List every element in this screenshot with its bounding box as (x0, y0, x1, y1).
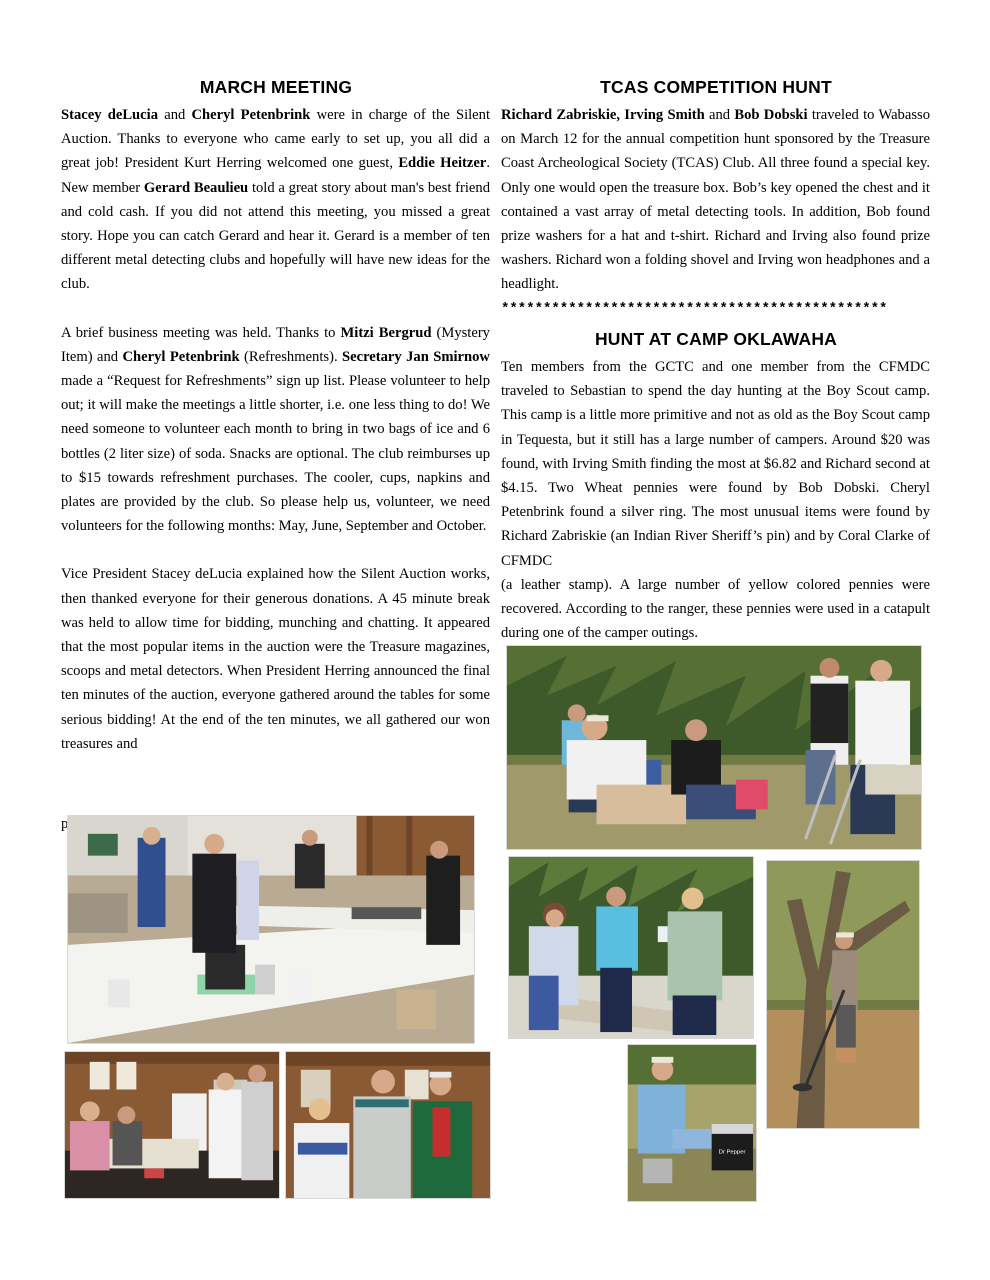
march-meeting-article (61, 103, 490, 756)
clipped-text-fragment: p (61, 816, 69, 832)
photo-camp-members-talking (508, 856, 754, 1039)
camp-oklawaha-paragraph-1 (501, 355, 930, 573)
bold-name: Richard Zabriskie, Irving Smith (501, 107, 705, 123)
photo-detecting-under-tree (766, 860, 920, 1129)
text-run: (Refreshments). (239, 348, 342, 365)
text-run: Vice President Stacey deLucia explained how the Silent Auction works, then thanked everyone for their generous donations. A 45 minute break was held to allow time for bidding, munching and chatting. It appeared that the most popular items in the auction were the Treasure magazines, scoops and metal detectors. When President Herring announced the final ten minutes of the auction, everyone gathered around the tables for some serious bidding! At the end of the ten minutes, we all gathered our won treasures and (61, 566, 490, 752)
camp-oklawaha-paragraph-2 (501, 573, 930, 646)
text-run: made a “Request for Refreshments” sign up list. Please volunteer to help out; it will make the meetings a little shorter, i.e. one less thing to do! We need someone to volunteer each month to bring in two bags of ice and 6 bottles (2 liter size) of soda. Snacks are optional. The club reimburses up to $15 towards refreshment purchases. The cooler, cups, napkins and plates are provided by the club. So please help us, volunteer, we need volunteers for the following months: May, June, September and October. (61, 373, 490, 535)
bold-name: Cheryl Petenbrink (122, 348, 240, 365)
march-meeting-paragraph-1 (61, 103, 490, 297)
bold-name: Eddie Heitzer (398, 155, 487, 172)
photo-seated-with-cooler (627, 1044, 757, 1202)
bold-name: Secretary Jan Smirnow (342, 348, 490, 365)
text-run: traveled to Wabasso on March 12 for the annual competition hunt sponsored by the Treasure Coast Archeological Society (TCAS) Club. All three found a special key. Only one would open the treasure box. Bob’s key opened the chest and it contained a vast array of metal detecting tools. In addition, Bob found prize washers for a hat and t-shirt. Richard and Irving also found prize washers. Richard won a folding shovel and Irving won headphones and a headlight. (501, 107, 930, 293)
march-meeting-heading: MARCH MEETING (199, 77, 353, 97)
bold-name: Cheryl Petenbrink (191, 107, 311, 123)
text-run: told a great story about man's best friend and cold cash. If you did not attend this meeting, you missed a great story. Hope you can catch Gerard and hear it. Gerard is a member of ten different metal detecting clubs and hopefully will have new ideas for the club. (61, 179, 490, 293)
bold-name: Gerard Beaulieu (143, 179, 249, 196)
text-run: were in charge of the Silent Auction. Thanks to everyone who came early to set up, you all did a great job! President Kurt Herring welcomed one guest, (61, 107, 491, 172)
cooler-label: Dr Pepper (718, 1149, 746, 1156)
tcas-hunt-paragraph (501, 103, 930, 297)
photo-camp-group (506, 645, 922, 850)
bold-name: Bob Dobski (734, 107, 808, 123)
text-run: . New member (61, 155, 490, 196)
bold-name: Mitzi Bergrud (340, 324, 432, 341)
text-run: (Mystery Item) and (61, 324, 490, 365)
camp-oklawaha-heading: HUNT AT CAMP OKLAWAHA (594, 329, 838, 349)
tcas-hunt-heading: TCAS COMPETITION HUNT (600, 77, 832, 97)
text-run: and (158, 107, 192, 123)
march-meeting-paragraph-2 (61, 321, 490, 539)
text-run: Ten members from the GCTC and one member from the CFMDC traveled to Sebastian to spend the day hunting at the Boy Scout camp. This camp is a little more primitive and not as old as the Boy Scout camp in Tequesta, but it still has a large number of campers. Around $20 was found, with Irving Smith finding the most at $6.82 and Richard second at $4.15. Two Wheat pennies were found by Bob Dobski. Cheryl Petenbrink found a silver ring. The most unusual items were found by Richard Zabriskie (an Indian River Sheriff’s pin) and by Coral Clarke of CFMDC (501, 359, 930, 569)
camp-oklawaha-article (501, 355, 930, 645)
tcas-hunt-article (501, 103, 930, 297)
march-meeting-paragraph-3 (61, 562, 490, 756)
photo-seated-members (64, 1051, 280, 1199)
bold-name: Stacey deLucia (61, 107, 159, 123)
photo-auction-tables (67, 815, 475, 1044)
text-run: A brief business meeting was held. Thanks to (61, 324, 341, 341)
text-run: and (704, 107, 735, 123)
text-run: (a leather stamp). A large number of yellow colored pennies were recovered. According to the ranger, these pennies were used in a catapult during one of the camper outings. (501, 576, 930, 642)
photo-standing-members (285, 1051, 491, 1199)
section-divider-stars: ********************************************** (501, 301, 888, 317)
